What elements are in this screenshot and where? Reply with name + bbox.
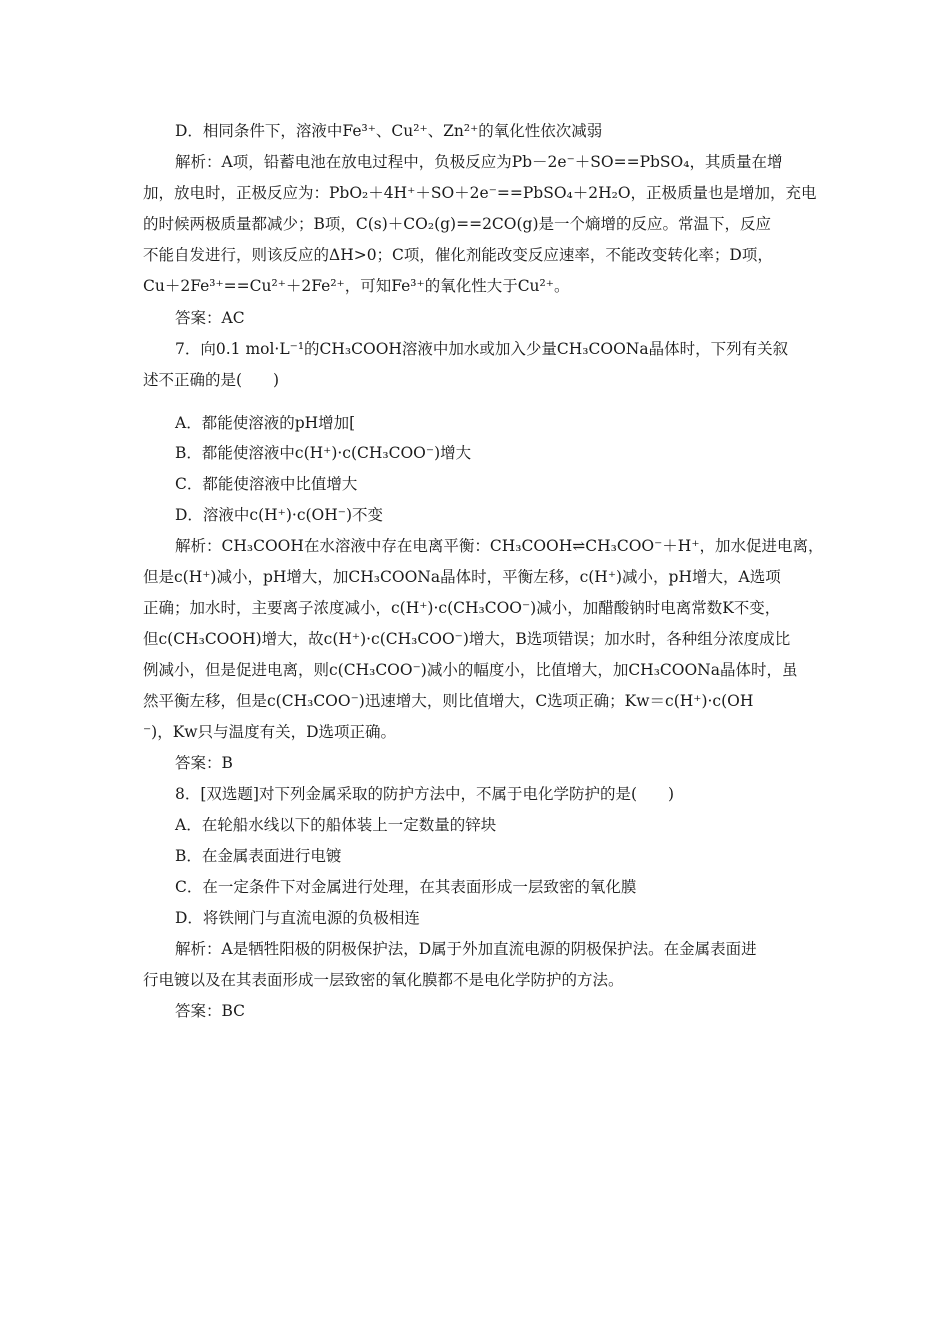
question-7-line1: 7．向0.1 mol·L⁻¹的CH₃COOH溶液中加水或加入少量CH₃COONa晶体时，下列有关叙 — [175, 340, 789, 358]
analysis-q7-line2: 但是c(H⁺)减小，pH增大，加CH₃COONa晶体时，平衡左移，c(H⁺)减小，pH增大，A选项 — [143, 568, 781, 586]
option-c-q7: C．都能使溶液中比值增大 — [175, 475, 358, 493]
option-a-q8: A．在轮船水线以下的船体装上一定数量的锌块 — [175, 816, 497, 834]
option-d-q8: D．将铁闸门与直流电源的负极相连 — [175, 909, 420, 927]
question-8: 8．[双选题]对下列金属采取的防护方法中，不属于电化学防护的是( ) — [175, 785, 675, 803]
answer-q6: 答案：AC — [175, 309, 245, 327]
option-c-q8: C．在一定条件下对金属进行处理，在其表面形成一层致密的氧化膜 — [175, 878, 637, 896]
option-b-q7: B．都能使溶液中c(H⁺)·c(CH₃COO⁻)增大 — [175, 444, 472, 462]
question-7-line2: 述不正确的是( ) — [143, 371, 280, 389]
analysis-q7-line3: 正确；加水时，主要离子浓度减小，c(H⁺)·c(CH₃COO⁻)减小，加醋酸钠时电离常数K不变， — [143, 599, 781, 617]
analysis-q7-line7: ⁻)，Kw只与温度有关，D选项正确。 — [143, 723, 397, 741]
answer-q8: 答案：BC — [175, 1002, 246, 1020]
answer-q7: 答案：B — [175, 754, 233, 772]
analysis-q7-line6: 然平衡左移，但是c(CH₃COO⁻)迅速增大，则比值增大，C选项正确；Kw＝c(H⁺)·c(OH — [143, 692, 754, 710]
analysis-q6-line3: 的时候两极质量都减少；B项，C(s)＋CO₂(g)==2CO(g)是一个熵增的反应。常温下，反应 — [143, 215, 772, 233]
analysis-q6-line5: Cu＋2Fe³⁺==Cu²⁺＋2Fe²⁺，可知Fe³⁺的氧化性大于Cu²⁺。 — [143, 277, 570, 295]
analysis-q6-line1: 解析：A项，铅蓄电池在放电过程中，负极反应为Pb－2e⁻＋SO==PbSO₄，其质量在增 — [175, 153, 783, 171]
analysis-q7-line4: 但c(CH₃COOH)增大，故c(H⁺)·c(CH₃COO⁻)增大，B选项错误；加水时，各种组分浓度成比 — [143, 630, 791, 648]
option-d-q7: D．溶液中c(H⁺)·c(OH⁻)不变 — [175, 506, 384, 524]
analysis-q7-line1: 解析：CH₃COOH在水溶液中存在电离平衡：CH₃COOH⇌CH₃COO⁻＋H⁺，加水促进电离， — [175, 537, 824, 555]
analysis-q6-line4: 不能自发进行，则该反应的ΔH>0；C项，催化剂能改变反应速率，不能改变转化率；D项， — [143, 246, 773, 264]
option-d-q6: D．相同条件下，溶液中Fe³⁺、Cu²⁺、Zn²⁺的氧化性依次减弱 — [175, 122, 603, 140]
analysis-q6-line2: 加，放电时，正极反应为：PbO₂＋4H⁺＋SO＋2e⁻==PbSO₄＋2H₂O，正极质量也是增加，充电 — [143, 184, 817, 202]
option-b-q8: B．在金属表面进行电镀 — [175, 847, 342, 865]
analysis-q8-line1: 解析：A是牺牲阳极的阴极保护法，D属于外加直流电源的阴极保护法。在金属表面进 — [175, 940, 757, 958]
option-a-q7: A．都能使溶液的pH增加[ — [175, 414, 356, 432]
analysis-q7-line5: 例减小，但是促进电离，则c(CH₃COO⁻)减小的幅度小，比值增大，加CH₃COONa晶体时，虽 — [143, 661, 798, 679]
analysis-q8-line2: 行电镀以及在其表面形成一层致密的氧化膜都不是电化学防护的方法。 — [143, 971, 624, 989]
